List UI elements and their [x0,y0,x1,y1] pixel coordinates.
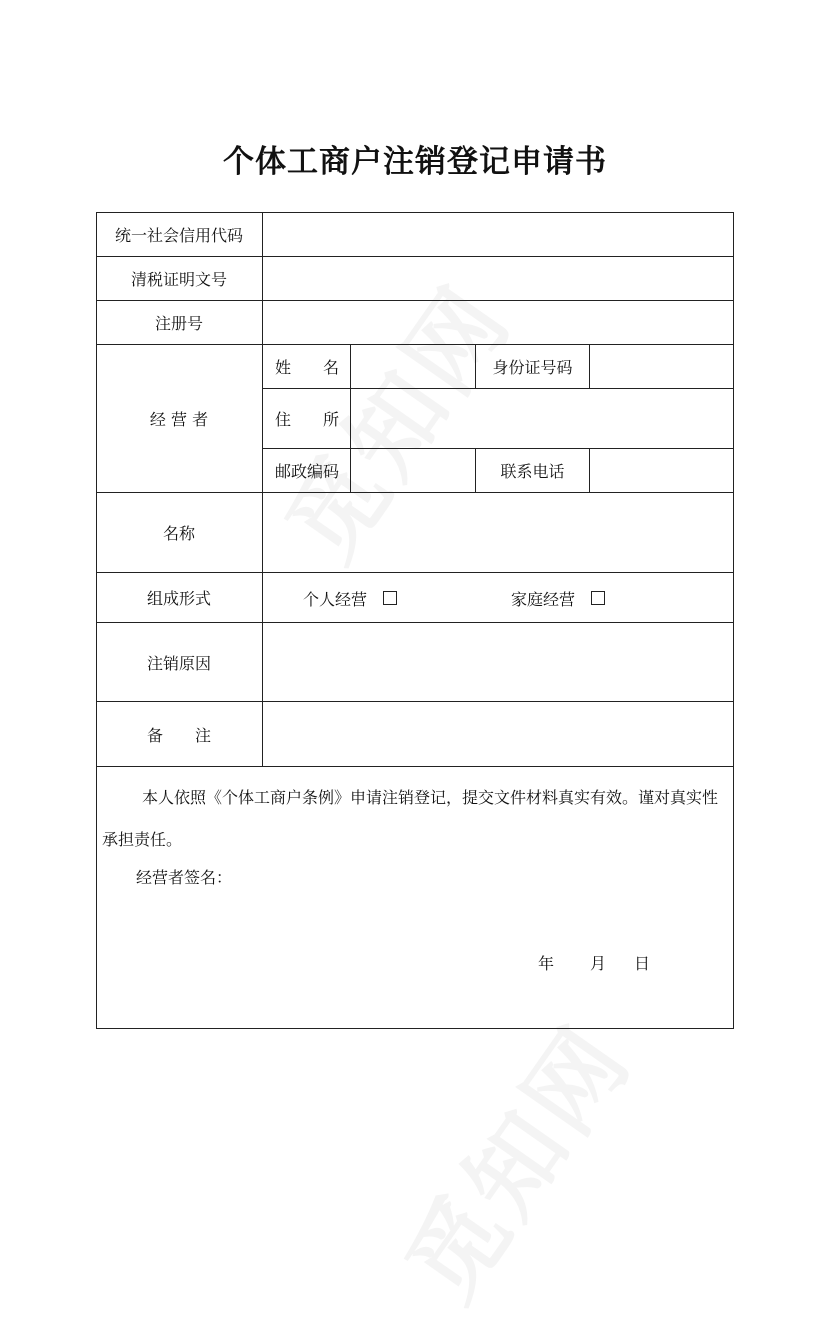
address-label: 住 所 [262,388,350,448]
cancel-reason-input[interactable] [262,622,734,701]
option-family[interactable] [511,573,605,623]
operator-label: 经 营 者 [96,344,262,492]
org-form-options [262,572,734,622]
id-number-label: 身份证号码 [475,344,589,388]
declaration-text: 本人依照《个体工商户条例》申请注销登记，提交文件材料真实有效。谨对真实性承担责任。 [102,788,719,849]
address-input[interactable] [350,388,734,448]
remarks-label: 备 注 [96,701,262,766]
option-family-label: 家庭经营 [511,589,576,609]
tax-cert-input[interactable] [262,256,734,300]
application-form-table [96,212,734,1029]
postcode-label: 邮政编码 [262,448,350,492]
watermark [369,994,657,1323]
checkbox-icon[interactable] [383,591,397,605]
option-individual[interactable] [303,573,397,623]
date-line [538,951,650,974]
document-title: 个体工商户注销登记申请书 [223,144,607,180]
reg-no-label: 注册号 [96,300,262,344]
credit-code-input[interactable] [262,212,734,256]
cancel-reason-label: 注销原因 [96,622,262,701]
id-number-input[interactable] [589,344,734,388]
tax-cert-label: 清税证明文号 [96,256,262,300]
name-input[interactable] [350,344,475,388]
postcode-input[interactable] [350,448,475,492]
phone-input[interactable] [589,448,734,492]
option-individual-label: 个人经营 [303,589,368,609]
signature-label: 经营者签名： [136,868,233,887]
name-label: 姓 名 [262,344,350,388]
checkbox-icon[interactable] [591,591,605,605]
date-month: 月 [590,954,607,973]
declaration-section [96,766,734,1029]
date-year: 年 [538,954,555,973]
business-name-label: 名称 [96,492,262,572]
business-name-input[interactable] [262,492,734,572]
org-form-label: 组成形式 [96,572,262,622]
remarks-input[interactable] [262,701,734,766]
phone-label: 联系电话 [475,448,589,492]
date-day: 日 [634,954,651,973]
credit-code-label: 统一社会信用代码 [114,225,243,245]
reg-no-input[interactable] [262,300,734,344]
